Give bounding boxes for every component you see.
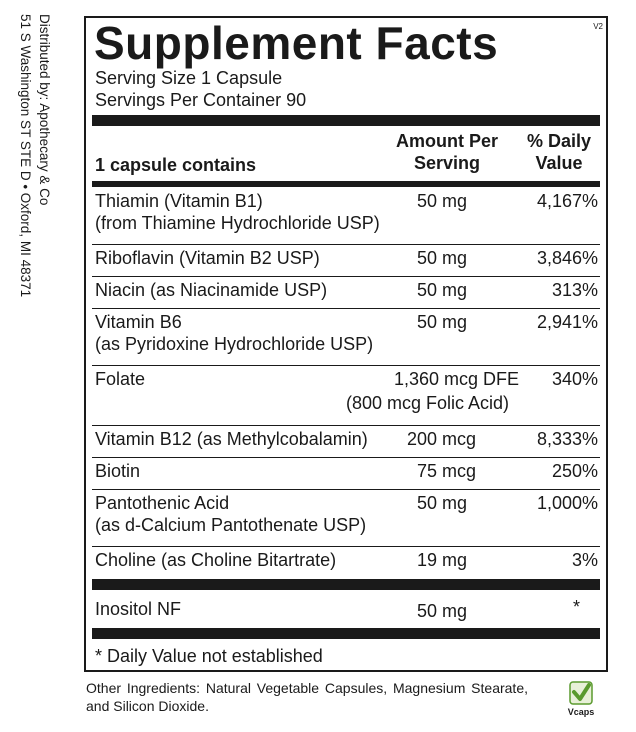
nutrient-daily-value: 3% (571, 550, 598, 570)
nutrient-daily-value: 1,000% (536, 493, 598, 513)
nutrient-name: Folate (95, 369, 146, 389)
nutrient-amount: 50 mg (417, 312, 468, 332)
nutrient-amount: 50 mg (417, 280, 468, 300)
nutrient-name (95, 311, 373, 355)
nutrient-name: Biotin (95, 461, 141, 481)
supplement-facts-panel (84, 16, 608, 672)
nutrient-row (92, 489, 600, 547)
nutrient-name-line-1: Pantothenic Acid (95, 493, 230, 513)
nutrient-daily-value: 4,167% (536, 191, 598, 211)
distributor-line-1: Distributed by: Apothecary & Co (37, 14, 52, 206)
nutrient-name-line-2: (as d-Calcium Pantothenate USP) (95, 515, 367, 535)
header-daily-value (516, 130, 602, 174)
version-label: V2 (593, 22, 603, 31)
nutrient-daily-value: 340% (551, 369, 598, 389)
nutrient-amount: 50 mg (417, 248, 468, 268)
header-contains: 1 capsule contains (95, 155, 257, 175)
nutrient-name-line-1: Vitamin B6 (95, 312, 182, 332)
nutrient-row (92, 546, 600, 578)
nutrient-row (92, 244, 600, 277)
nutrient-daily-value: 3,846% (536, 248, 598, 268)
nutrient-amount: 1,360 mcg DFE (394, 369, 520, 389)
extra-nutrient-row (92, 592, 600, 626)
nutrient-daily-value: 313% (551, 280, 598, 300)
nutrient-row (92, 276, 600, 309)
nutrient-name-line-2: (from Thiamine Hydrochloride USP) (95, 213, 380, 233)
nutrient-amount: 50 mg (417, 191, 468, 211)
nutrient-amount: 19 mg (417, 550, 468, 570)
capsule-check-icon (556, 680, 606, 708)
nutrient-name-line-1: Thiamin (Vitamin B1) (95, 191, 263, 211)
extra-nutrient-daily-value: * (572, 597, 580, 617)
nutrient-row (92, 187, 600, 245)
header-dv-line-1: % Daily (526, 131, 592, 151)
other-ingredients: Other Ingredients: Natural Vegetable Capsules, Magnesium Stearate, and Silicon Dioxide. (86, 680, 528, 714)
nutrient-daily-value: 250% (551, 461, 598, 481)
nutrient-name: Niacin (as Niacinamide USP) (95, 280, 328, 300)
panel-title: Supplement Facts (94, 17, 499, 69)
nutrient-row (92, 457, 600, 490)
header-amount-line-2: Serving (413, 153, 481, 173)
nutrient-row (92, 425, 600, 458)
vcaps-logo (556, 680, 606, 720)
thick-divider (92, 579, 600, 590)
distributor-block (14, 14, 54, 354)
nutrient-name (95, 492, 366, 536)
header-amount (388, 130, 506, 174)
nutrient-row (92, 308, 600, 366)
nutrient-amount-detail: (800 mcg Folic Acid) (346, 393, 510, 413)
distributor-text (14, 14, 54, 354)
thick-divider (92, 115, 600, 126)
extra-nutrient-name: Inositol NF (95, 599, 182, 619)
footnote: * Daily Value not established (95, 646, 323, 666)
nutrient-daily-value: 8,333% (536, 429, 598, 449)
header-dv-line-2: Value (535, 153, 583, 173)
servings-per-container: Servings Per Container 90 (95, 90, 307, 110)
nutrient-name (95, 190, 380, 234)
nutrient-name: Choline (as Choline Bitartrate) (95, 550, 337, 570)
nutrient-row (92, 365, 600, 426)
header-amount-line-1: Amount Per (395, 131, 498, 151)
serving-size: Serving Size 1 Capsule (95, 68, 283, 88)
distributor-line-2: 51 S Washington ST STE D • Oxford, MI 48371 (18, 14, 33, 298)
vcaps-text: Vcaps (567, 707, 595, 717)
nutrient-amount: 50 mg (417, 493, 468, 513)
nutrient-daily-value: 2,941% (536, 312, 598, 332)
thick-divider (92, 628, 600, 639)
nutrient-amount: 200 mcg (407, 429, 477, 449)
nutrient-name-line-2: (as Pyridoxine Hydrochloride USP) (95, 334, 374, 354)
nutrient-name: Riboflavin (Vitamin B2 USP) (95, 248, 320, 268)
extra-nutrient-amount: 50 mg (417, 601, 468, 621)
nutrient-amount: 75 mcg (417, 461, 477, 481)
nutrient-name: Vitamin B12 (as Methylcobalamin) (95, 429, 368, 449)
